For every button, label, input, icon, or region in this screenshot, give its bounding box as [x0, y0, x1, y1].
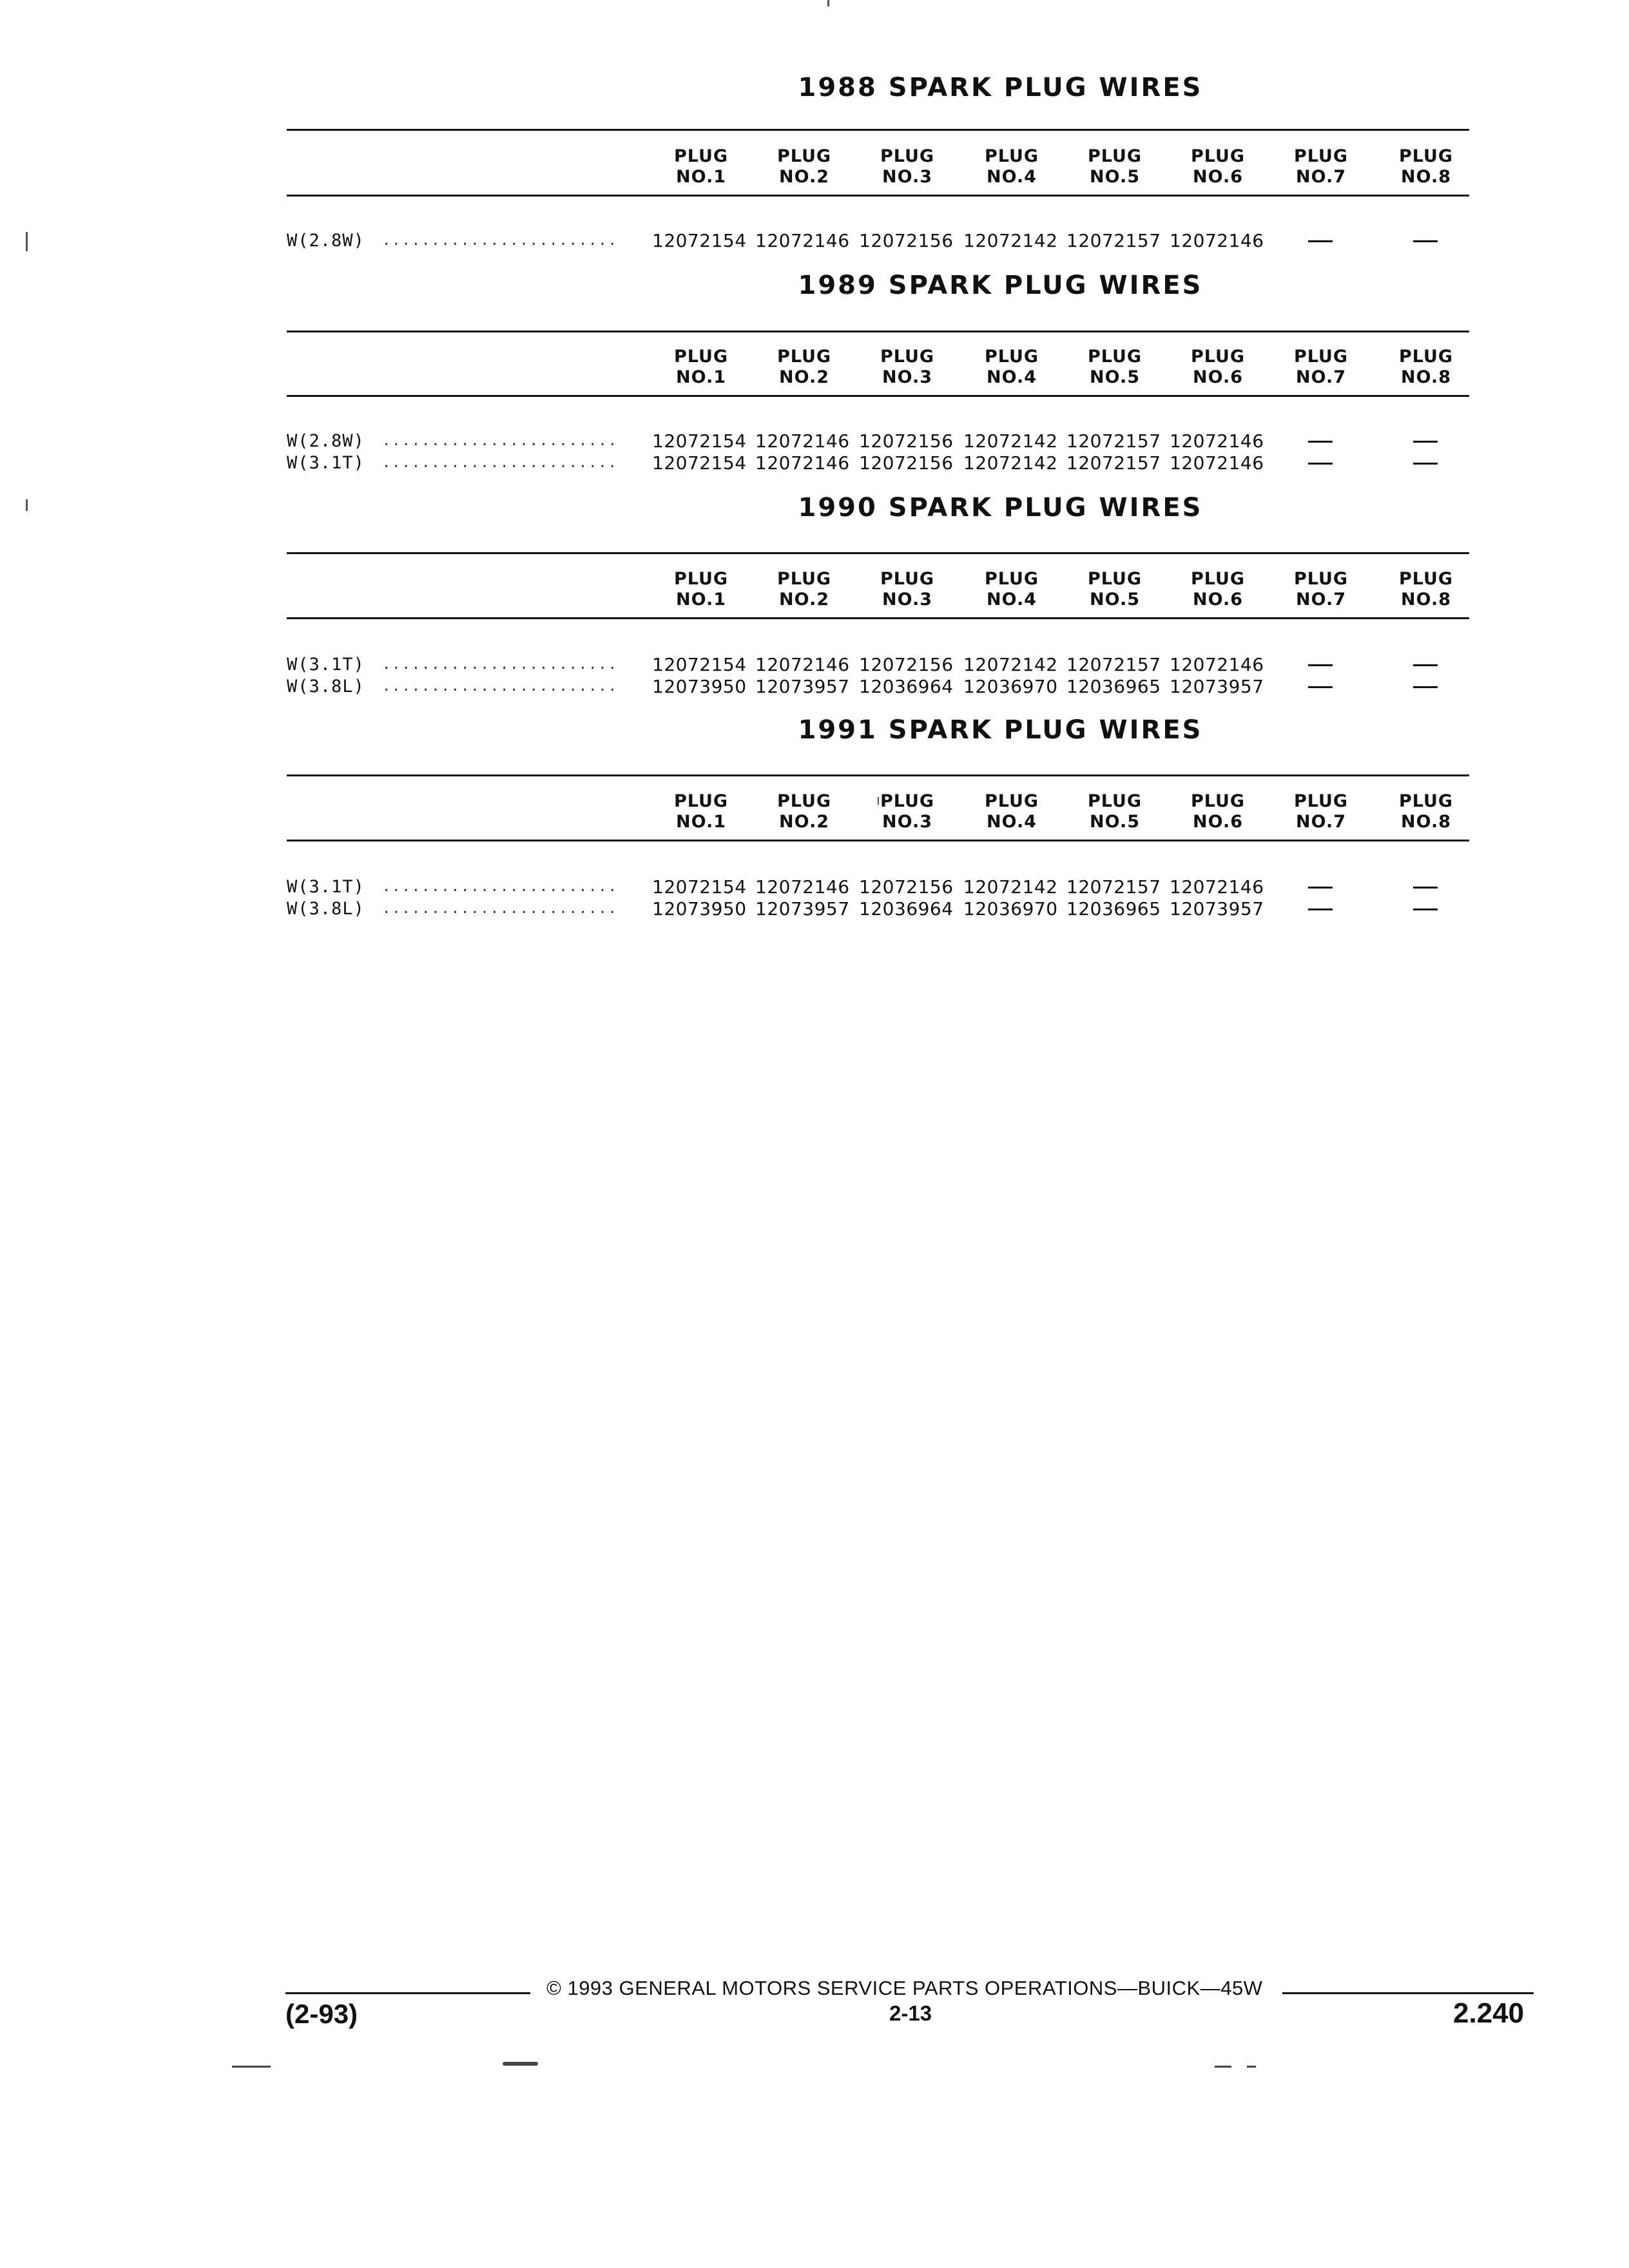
part-number-plug-1: 12072154 [652, 876, 747, 898]
revision-date: (2-93) [285, 1999, 358, 2029]
model-label: W(2.8W) [287, 231, 365, 251]
part-number-plug-3: 12072156 [859, 452, 954, 474]
leader-dots: ........................ [382, 657, 618, 673]
col-header-plug-1: PLUG NO.1 [673, 146, 729, 187]
part-number-plug-3: 12072156 [859, 876, 954, 898]
part-number-plug-1: 12072154 [652, 230, 747, 251]
model-label: W(3.1T) [287, 655, 365, 675]
table-row [287, 876, 1469, 898]
dash-plug-7 [1308, 441, 1333, 443]
part-number-plug-4: 12072142 [963, 430, 1058, 452]
part-number-plug-1: 12072154 [652, 452, 747, 474]
scan-mark [26, 499, 28, 511]
table-header-rule [287, 617, 1469, 619]
col-header-plug-5: PLUG NO.5 [1087, 146, 1142, 187]
part-number-plug-5: 12036965 [1066, 676, 1161, 697]
dash-plug-8 [1413, 441, 1438, 443]
leader-dots: ........................ [382, 879, 618, 895]
copyright-notice: © 1993 GENERAL MOTORS SERVICE PARTS OPERATIONS—BUICK—45W [546, 1977, 1263, 1999]
col-header-plug-3: PLUG NO.3 [880, 146, 935, 187]
col-header-plug-2: PLUG NO.2 [776, 569, 832, 610]
col-header-plug-3: PLUG NO.3 [880, 347, 935, 387]
part-number-plug-3: 12036964 [859, 676, 954, 697]
part-number-plug-2: 12072146 [755, 654, 850, 675]
part-number-plug-3: 12036964 [859, 898, 954, 919]
col-header-plug-8: PLUG NO.8 [1398, 569, 1454, 610]
model-label: W(3.8L) [287, 899, 365, 919]
dash-plug-7 [1308, 686, 1333, 688]
col-header-plug-2: PLUG NO.2 [776, 791, 832, 832]
part-number-plug-1: 12072154 [652, 430, 747, 452]
part-number-plug-3: 12072156 [859, 430, 954, 452]
part-number-plug-4: 12036970 [963, 898, 1058, 919]
section-title: 1990 SPARK PLUG WIRES [798, 493, 1203, 523]
scan-mark [827, 0, 829, 6]
col-header-plug-6: PLUG NO.6 [1190, 347, 1246, 387]
part-number-plug-6: 12072146 [1170, 452, 1264, 474]
col-header-plug-8: PLUG NO.8 [1398, 347, 1454, 387]
model-label: W(3.1T) [287, 877, 365, 897]
part-number-plug-6: 12072146 [1170, 876, 1264, 898]
table-top-rule [287, 129, 1469, 131]
table-row [287, 654, 1469, 676]
table-top-rule [287, 774, 1469, 776]
dash-plug-7 [1308, 908, 1333, 910]
section-title: 1988 SPARK PLUG WIRES [798, 73, 1203, 102]
dash-plug-8 [1413, 887, 1438, 889]
footer-rule-right [1282, 1992, 1534, 1994]
part-number-plug-2: 12072146 [755, 452, 850, 474]
part-number-plug-4: 12072142 [963, 654, 1058, 675]
table-top-rule [287, 552, 1469, 554]
col-header-plug-4: PLUG NO.4 [984, 791, 1039, 832]
table-header-rule [287, 840, 1469, 841]
leader-dots: ........................ [382, 455, 618, 471]
table-header-rule [287, 195, 1469, 197]
dash-plug-7 [1308, 240, 1333, 242]
part-number-plug-4: 12072142 [963, 452, 1058, 474]
part-number-plug-6: 12072146 [1170, 230, 1264, 251]
model-label: W(3.8L) [287, 677, 365, 697]
part-number-plug-5: 12072157 [1066, 430, 1161, 452]
col-header-plug-2: PLUG NO.2 [776, 146, 832, 187]
col-header-plug-4: PLUG NO.4 [984, 569, 1039, 610]
dash-plug-8 [1413, 664, 1438, 666]
col-header-plug-8: PLUG NO.8 [1398, 146, 1454, 187]
leader-dots: ........................ [382, 678, 618, 695]
col-header-plug-6: PLUG NO.6 [1190, 569, 1246, 610]
col-header-plug-1: PLUG NO.1 [673, 569, 729, 610]
part-number-plug-6: 12072146 [1170, 430, 1264, 452]
part-number-plug-4: 12036970 [963, 676, 1058, 697]
scan-mark [1247, 2066, 1256, 2068]
model-label: W(2.8W) [287, 431, 365, 451]
part-number-plug-3: 12072156 [859, 654, 954, 675]
col-header-plug-4: PLUG NO.4 [984, 347, 1039, 387]
col-header-plug-7: PLUG NO.7 [1293, 569, 1349, 610]
table-row [287, 452, 1469, 474]
part-number-plug-5: 12072157 [1066, 452, 1161, 474]
col-header-plug-6: PLUG NO.6 [1190, 791, 1246, 832]
scan-mark [232, 2066, 271, 2068]
part-number-plug-6: 12073957 [1170, 898, 1264, 919]
part-number-plug-5: 12072157 [1066, 876, 1161, 898]
dash-plug-7 [1308, 887, 1333, 889]
section-title: 1989 SPARK PLUG WIRES [798, 271, 1203, 300]
part-number-plug-6: 12072146 [1170, 654, 1264, 675]
part-number-plug-1: 12072154 [652, 654, 747, 675]
part-number-plug-5: 12072157 [1066, 654, 1161, 675]
leader-dots: ........................ [382, 233, 618, 249]
col-header-plug-8: PLUG NO.8 [1398, 791, 1454, 832]
col-header-plug-4: PLUG NO.4 [984, 146, 1039, 187]
part-number-plug-1: 12073950 [652, 676, 747, 697]
scan-mark [503, 2062, 538, 2066]
part-number-plug-4: 12072142 [963, 230, 1058, 251]
col-header-plug-7: PLUG NO.7 [1293, 791, 1349, 832]
leader-dots: ........................ [382, 901, 618, 917]
footer-rule-left [285, 1992, 530, 1994]
col-header-plug-5: PLUG NO.5 [1087, 347, 1142, 387]
col-header-plug-1: PLUG NO.1 [673, 347, 729, 387]
dash-plug-8 [1413, 463, 1438, 465]
table-row [287, 676, 1469, 698]
table-row [287, 430, 1469, 452]
part-number-plug-1: 12073950 [652, 898, 747, 919]
part-number-plug-6: 12073957 [1170, 676, 1264, 697]
leader-dots: ........................ [382, 433, 618, 449]
col-header-plug-7: PLUG NO.7 [1293, 146, 1349, 187]
page-number: 2.240 [1453, 1997, 1525, 2029]
part-number-plug-2: 12072146 [755, 430, 850, 452]
part-number-plug-5: 12072157 [1066, 230, 1161, 251]
dash-plug-7 [1308, 664, 1333, 666]
table-top-rule [287, 331, 1469, 332]
col-header-plug-2: PLUG NO.2 [776, 347, 832, 387]
col-header-plug-5: PLUG NO.5 [1087, 569, 1142, 610]
section-title: 1991 SPARK PLUG WIRES [798, 715, 1203, 745]
table-header-rule [287, 395, 1469, 397]
dash-plug-8 [1413, 686, 1438, 688]
col-header-plug-6: PLUG NO.6 [1190, 146, 1246, 187]
part-number-plug-3: 12072156 [859, 230, 954, 251]
table-row [287, 898, 1469, 920]
dash-plug-8 [1413, 908, 1438, 910]
part-number-plug-5: 12036965 [1066, 898, 1161, 919]
table-row [287, 230, 1469, 252]
col-header-plug-3: PLUG NO.3 [880, 791, 935, 832]
section-page-number: 2-13 [889, 2001, 932, 2025]
scan-mark [1215, 2066, 1231, 2068]
part-number-plug-2: 12073957 [755, 898, 850, 919]
scan-mark [26, 232, 28, 251]
col-header-plug-1: PLUG NO.1 [673, 791, 729, 832]
part-number-plug-4: 12072142 [963, 876, 1058, 898]
part-number-plug-2: 12072146 [755, 876, 850, 898]
col-header-plug-3: PLUG NO.3 [880, 569, 935, 610]
dash-plug-8 [1413, 240, 1438, 242]
dash-plug-7 [1308, 463, 1333, 465]
part-number-plug-2: 12073957 [755, 676, 850, 697]
col-header-plug-7: PLUG NO.7 [1293, 347, 1349, 387]
col-header-plug-5: PLUG NO.5 [1087, 791, 1142, 832]
model-label: W(3.1T) [287, 453, 365, 473]
scan-mark [878, 797, 879, 805]
part-number-plug-2: 12072146 [755, 230, 850, 251]
